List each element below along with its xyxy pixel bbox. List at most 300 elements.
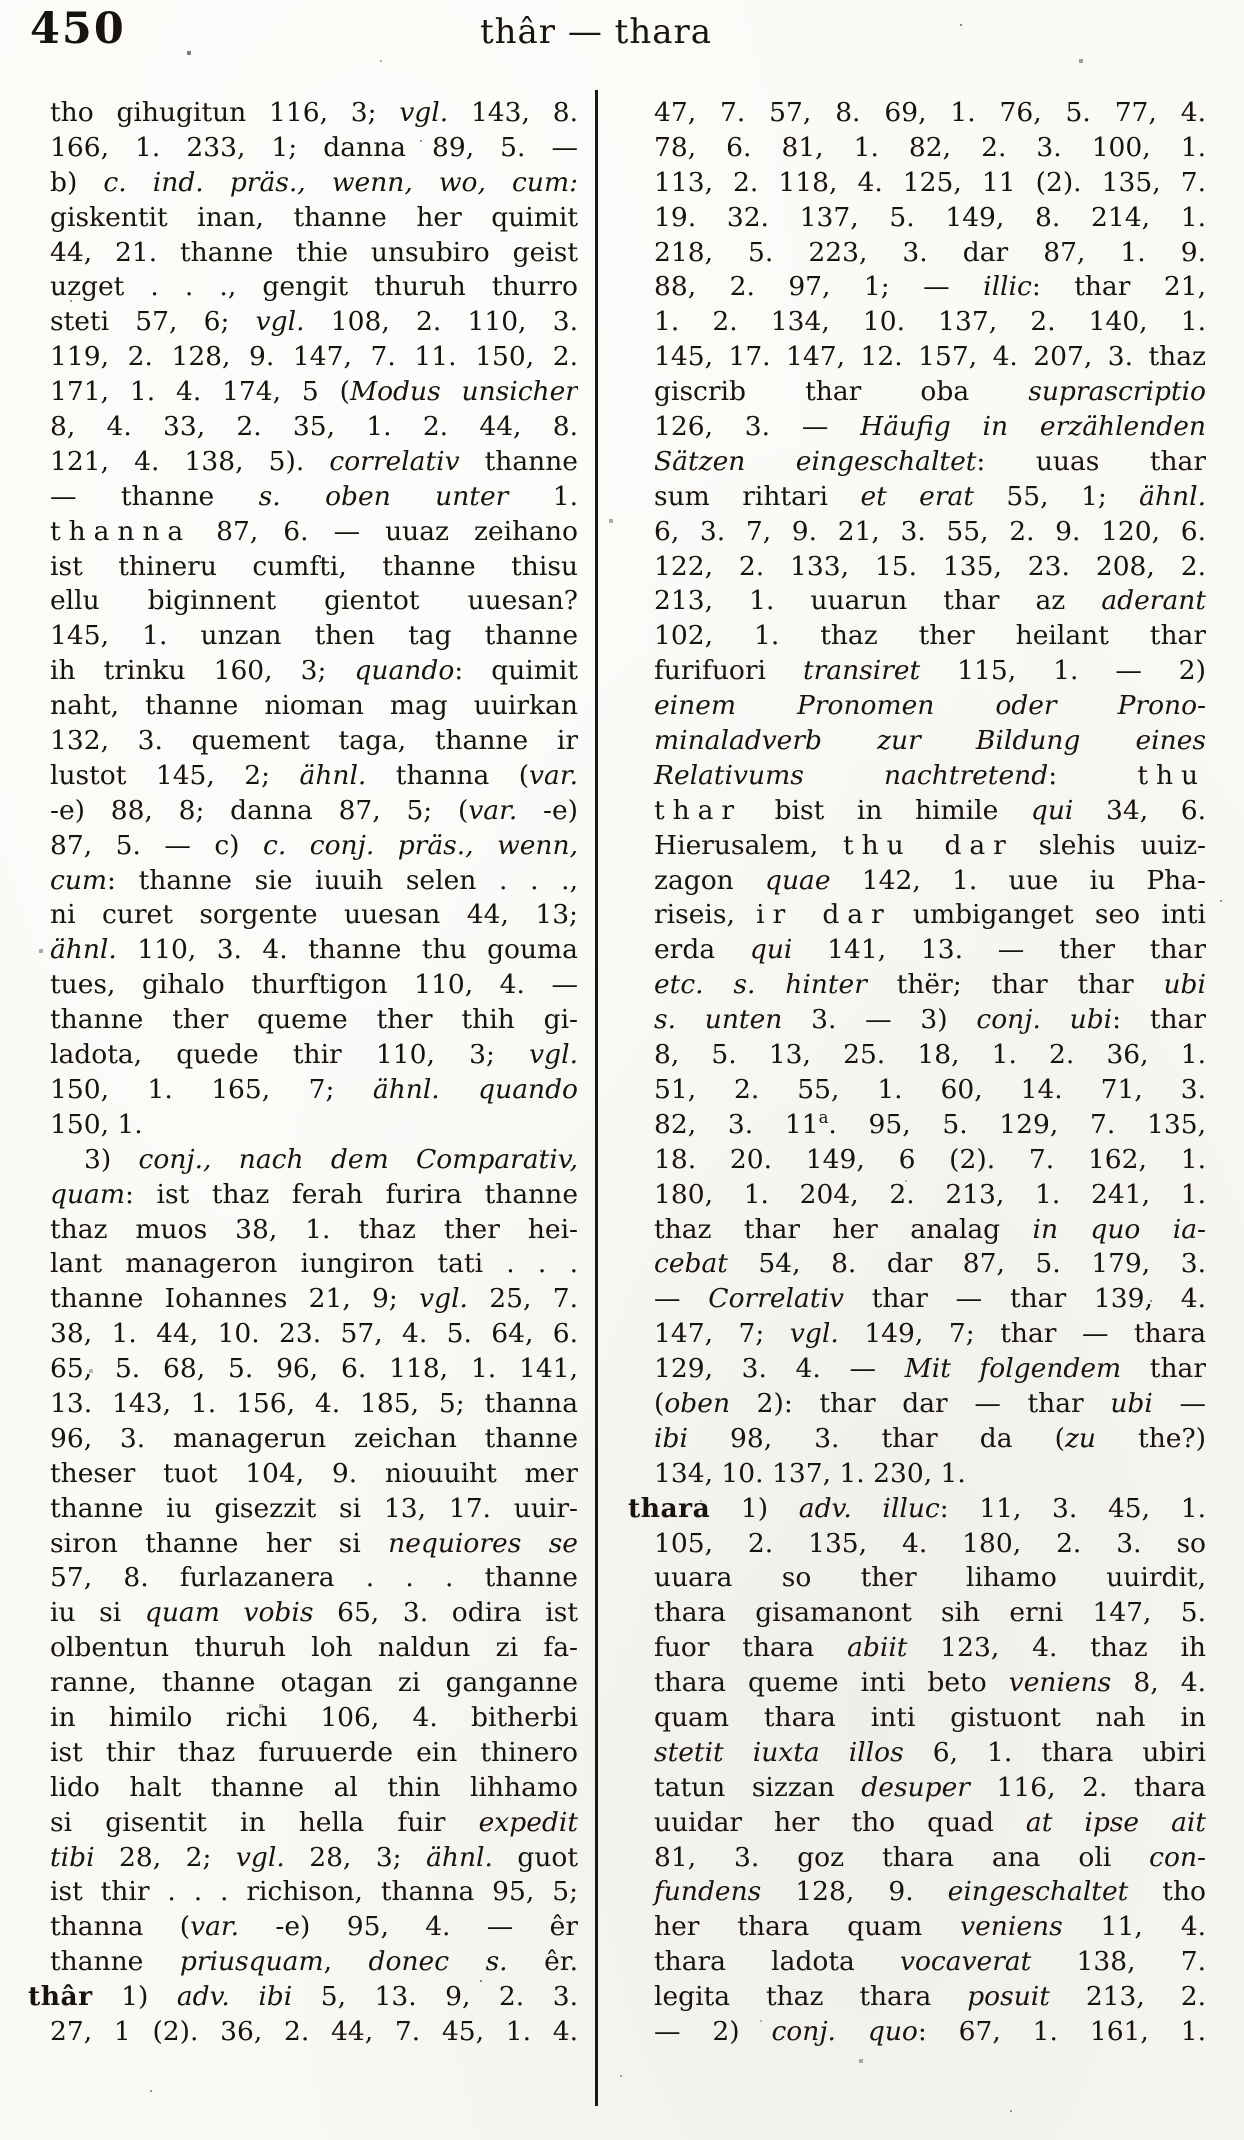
text-segment: tho	[1128, 1876, 1206, 1908]
text-segment: c. ind. präs., wenn, wo, cum:	[103, 166, 578, 198]
text-line	[28, 480, 578, 515]
text-segment: —	[1152, 1387, 1206, 1419]
text-line	[28, 1527, 578, 1562]
text-line	[28, 968, 578, 1003]
text-segment: Häufig in erzählenden	[860, 411, 1206, 443]
text-line	[628, 1422, 1206, 1457]
text-segment: tatun sizzan	[654, 1771, 862, 1803]
text-segment: uuara so ther lihamo uuirdit,	[654, 1562, 1206, 1594]
text-segment: ibi	[654, 1422, 688, 1454]
text-segment: 47, 7. 57, 8. 69, 1. 76, 5. 77, 4.	[654, 97, 1206, 128]
text-line	[628, 1317, 1206, 1352]
text-line	[28, 619, 578, 654]
text-line	[628, 96, 1206, 131]
text-segment: vgl.	[399, 97, 449, 128]
text-segment: conj., nach dem Comparativ,	[138, 1143, 578, 1175]
text-line	[628, 1073, 1206, 1108]
text-segment: thara ladota	[654, 1946, 900, 1978]
text-line	[628, 236, 1206, 271]
text-segment: in himilo richi 106, 4. bitherbi	[50, 1701, 578, 1733]
text-line	[28, 864, 578, 899]
text-line	[28, 1003, 578, 1038]
text-segment: b)	[50, 166, 104, 198]
text-segment: stetit iuxta illos	[654, 1736, 904, 1768]
text-line	[628, 1178, 1206, 1213]
text-line	[628, 445, 1206, 480]
text-segment: 138, 7.	[1031, 1946, 1206, 1978]
text-line	[628, 933, 1206, 968]
text-line	[28, 1631, 578, 1666]
text-segment: quam	[50, 1178, 125, 1210]
text-segment: 27, 1 (2). 36, 2. 44, 7. 45, 1. 4.	[50, 2015, 578, 2047]
text-segment: var.	[468, 794, 518, 826]
text-segment: : 11, 3. 45, 1.	[939, 1492, 1206, 1524]
text-segment: s. oben unter	[258, 480, 509, 512]
text-segment: 8, 4.	[1111, 1667, 1206, 1699]
text-line	[628, 759, 1206, 794]
text-line	[28, 689, 578, 724]
text-segment: guot	[492, 1841, 578, 1873]
text-segment: expedit	[478, 1806, 578, 1838]
text-segment: 171, 1. 4. 174, 5 (	[50, 376, 350, 408]
text-segment: 180, 1. 204, 2. 213, 1. 241, 1.	[654, 1178, 1206, 1210]
text-line	[628, 480, 1206, 515]
text-segment: var.	[529, 759, 578, 791]
text-segment: : thar	[1112, 1004, 1206, 1036]
text-segment: 18. 20. 149, 6 (2). 7. 162, 1.	[654, 1143, 1206, 1175]
text-line	[28, 340, 578, 375]
text-line	[628, 619, 1206, 654]
text-segment: 78, 6. 81, 1. 82, 2. 3. 100, 1.	[654, 131, 1206, 163]
text-line	[628, 1771, 1206, 1806]
text-segment: 5, 13. 9, 2. 3.	[292, 1981, 578, 2013]
text-segment: priusquam	[179, 1946, 324, 1978]
text-segment: 81, 3. goz thara ana oli	[654, 1841, 1150, 1873]
text-line	[28, 898, 578, 933]
text-line	[28, 1387, 578, 1422]
text-segment: ähnl.	[299, 759, 367, 791]
text-line	[28, 96, 578, 131]
text-segment: ist thir thaz furuuerde ein thinero	[50, 1736, 578, 1768]
text-segment: ubi	[1163, 969, 1206, 1001]
text-line	[628, 515, 1206, 550]
text-segment: thanne	[50, 1946, 180, 1978]
text-line	[628, 829, 1206, 864]
text-line	[628, 968, 1206, 1003]
text-segment: illic	[983, 271, 1032, 303]
text-line	[28, 1875, 578, 1910]
text-line	[28, 584, 578, 619]
text-line	[628, 1213, 1206, 1248]
text-segment: 8, 5. 13, 25. 18, 1. 2. 36, 1.	[654, 1039, 1206, 1071]
text-line	[628, 1875, 1206, 1910]
text-segment: sum rihtari	[654, 480, 861, 512]
text-line	[28, 166, 578, 201]
text-line	[28, 1666, 578, 1701]
text-segment: transiret	[802, 655, 921, 687]
text-line	[28, 1771, 578, 1806]
text-line	[28, 1561, 578, 1596]
text-segment: 25, 7.	[467, 1283, 578, 1315]
text-segment: 119, 2. 128, 9. 147, 7. 11. 150, 2.	[50, 341, 578, 373]
entry-headword: thara	[628, 1492, 711, 1524]
text-line	[628, 1527, 1206, 1562]
text-segment: 34, 6.	[1073, 794, 1206, 826]
text-segment: : thar 21,	[1031, 271, 1206, 303]
text-segment: veniens	[960, 1911, 1063, 1943]
text-line	[628, 1980, 1206, 2015]
text-segment: vgl.	[235, 1841, 285, 1873]
text-segment: ist thir . . . richison, thanna 95, 5;	[50, 1876, 578, 1908]
text-line	[28, 445, 578, 480]
text-segment: 3. — 3)	[782, 1004, 977, 1036]
text-segment: thu	[1137, 759, 1206, 791]
text-segment: fundens	[654, 1876, 762, 1908]
text-line	[28, 1736, 578, 1771]
text-segment: umbiganget seo inti	[891, 899, 1206, 931]
text-segment: tues, gihalo thurftigon 110, 4. —	[50, 969, 578, 1001]
text-line	[628, 1143, 1206, 1178]
text-line	[628, 340, 1206, 375]
text-segment: 1)	[92, 1981, 177, 2013]
text-line	[28, 410, 578, 445]
text-segment: slehis uuiz-	[1013, 829, 1206, 861]
text-line	[628, 584, 1206, 619]
text-line	[628, 1352, 1206, 1387]
text-segment: 108, 2. 110, 3.	[304, 306, 578, 338]
text-line	[628, 550, 1206, 585]
text-segment: desuper	[861, 1771, 970, 1803]
text-segment: 218, 5. 223, 3. dar 87, 1. 9.	[654, 236, 1206, 268]
text-segment: thanna	[50, 515, 192, 547]
text-segment: in quo ia-	[1032, 1213, 1206, 1245]
text-segment: 102, 1. thaz ther heilant thar	[654, 620, 1206, 652]
text-segment: 28, 2;	[94, 1841, 236, 1873]
text-segment: ähnl. quando	[372, 1073, 578, 1105]
text-line	[628, 2015, 1206, 2050]
text-line	[28, 1701, 578, 1736]
text-segment: thu dar	[843, 829, 1014, 861]
text-segment: Modus unsicher	[349, 376, 578, 408]
text-segment: veniens	[1008, 1667, 1112, 1699]
text-line	[628, 1666, 1206, 1701]
text-segment: 129, 3. 4. —	[654, 1353, 905, 1385]
left-column	[28, 96, 578, 2050]
text-segment: 150, 1.	[50, 1108, 143, 1140]
text-segment: — 2)	[654, 2015, 772, 2047]
text-line	[28, 1178, 578, 1213]
text-segment: 8, 4. 33, 2. 35, 1. 2. 44, 8.	[50, 411, 578, 443]
text-segment: —	[654, 1283, 709, 1315]
text-line	[628, 898, 1206, 933]
text-segment: posuit	[967, 1981, 1050, 2013]
text-line	[28, 1282, 578, 1317]
text-segment: ladota, quede thir 110, 3;	[50, 1039, 530, 1071]
text-segment: thër; thar thar	[866, 969, 1164, 1001]
text-segment: thara queme inti beto	[654, 1667, 1009, 1699]
text-segment: lido halt thanne al thin lihhamo	[50, 1771, 578, 1803]
text-segment: vgl.	[789, 1318, 839, 1350]
text-line	[628, 270, 1206, 305]
text-segment: ih trinku 160, 3;	[50, 655, 355, 687]
text-segment: tibi	[50, 1841, 95, 1873]
text-segment: 65, 5. 68, 5. 96, 6. 118, 1. 141,	[50, 1353, 578, 1385]
text-segment: : thanne sie iuuih selen . . .,	[107, 864, 578, 896]
text-segment: ,	[323, 1946, 369, 1978]
text-segment: correlativ	[329, 445, 460, 477]
text-segment: ubi	[1110, 1387, 1153, 1419]
text-line	[628, 794, 1206, 829]
column-divider	[595, 90, 598, 2106]
text-segment: si gisentit in hella fuir	[50, 1806, 479, 1838]
text-segment: 105, 2. 135, 4. 180, 2. 3. so	[654, 1527, 1206, 1559]
text-segment: :	[1048, 759, 1138, 791]
text-segment: thanne Iohannes 21, 9;	[50, 1283, 420, 1315]
text-segment: 115, 1. — 2)	[920, 655, 1206, 687]
text-segment: lant manageron iungiron tati . . .	[50, 1248, 578, 1280]
text-segment: zagon	[654, 864, 765, 896]
text-line	[28, 1352, 578, 1387]
text-segment: einem Pronomen oder Prono-	[654, 690, 1206, 722]
text-line	[28, 1073, 578, 1108]
text-segment: 28, 3;	[284, 1841, 427, 1873]
text-segment: 116, 2. thara	[969, 1771, 1206, 1803]
text-segment: quando	[354, 655, 455, 687]
text-segment: adv. illuc	[798, 1492, 940, 1524]
text-segment: thanne ther queme ther thih gi-	[50, 1004, 578, 1036]
text-segment: Correlativ	[708, 1283, 844, 1315]
text-segment: 96, 3. managerun zeichan thanne	[50, 1422, 578, 1454]
text-line	[628, 1736, 1206, 1771]
text-segment: 38, 1. 44, 10. 23. 57, 4. 5. 64, 6.	[50, 1318, 578, 1350]
text-line	[28, 1038, 578, 1073]
text-segment: 3)	[84, 1143, 139, 1175]
text-segment: ir dar	[756, 899, 892, 931]
text-line	[628, 375, 1206, 410]
text-segment: thanne iu gisezzit si 13, 17. uuir-	[50, 1492, 578, 1524]
text-segment: tho gihugitun 116, 3;	[50, 97, 400, 128]
text-line	[28, 794, 578, 829]
text-line	[28, 1213, 578, 1248]
text-segment: 1)	[710, 1492, 799, 1524]
text-segment: lustot 145, 2;	[50, 759, 300, 791]
text-line	[628, 1457, 1206, 1492]
text-segment: the?)	[1095, 1422, 1206, 1454]
text-segment: vgl.	[255, 306, 305, 338]
text-segment: quam vobis	[144, 1597, 314, 1629]
text-segment: 121, 4. 138, 5).	[50, 445, 330, 477]
text-segment: 13. 143, 1. 156, 4. 185, 5; thanna	[50, 1387, 578, 1419]
text-line	[28, 1806, 578, 1841]
text-line	[28, 724, 578, 759]
text-segment: 213, 2.	[1049, 1981, 1206, 2013]
text-segment: 147, 7;	[654, 1318, 790, 1350]
text-line	[28, 933, 578, 968]
text-segment: ist thineru cumfti, thanne thisu	[50, 550, 578, 582]
text-segment: 51, 2. 55, 1. 60, 14. 71, 3.	[654, 1073, 1206, 1105]
text-line	[28, 270, 578, 305]
text-segment: 65, 3. odira ist	[313, 1597, 578, 1629]
text-segment: aderant	[1101, 585, 1206, 617]
text-segment: nequiores se	[388, 1527, 578, 1559]
text-line	[28, 1247, 578, 1282]
text-segment: 87, 5. — c)	[50, 829, 263, 861]
text-segment: (	[654, 1387, 665, 1419]
text-segment: uzget . . ., gengit thuruh thurro	[50, 271, 578, 303]
text-segment: conj. quo	[771, 2015, 918, 2047]
text-segment: quam thara inti gistuont nah in	[654, 1701, 1206, 1733]
text-segment: naht, thanne nioman mag uuirkan	[50, 690, 578, 722]
text-line	[28, 375, 578, 410]
text-segment: legita thaz thara	[654, 1981, 968, 2013]
text-segment: minaladverb zur Bildung eines	[654, 725, 1206, 757]
text-segment: theser tuot 104, 9. niouuiht mer	[50, 1457, 578, 1489]
text-segment: abiit	[847, 1632, 908, 1664]
text-line	[628, 201, 1206, 236]
text-segment: ranne, thanne otagan zi ganganne	[50, 1667, 578, 1699]
text-segment: 2): thar dar — thar	[730, 1387, 1111, 1419]
text-segment: 145, 17. 147, 12. 157, 4. 207, 3. thaz	[654, 341, 1206, 373]
text-line	[628, 1003, 1206, 1038]
text-segment: 57, 8. furlazanera . . . thanne	[50, 1562, 578, 1594]
text-line	[28, 236, 578, 271]
text-segment: 134, 10. 137, 1. 230, 1.	[654, 1457, 966, 1489]
text-line	[628, 1108, 1206, 1143]
text-segment: erda	[654, 934, 750, 966]
text-segment: Mit folgendem	[904, 1353, 1122, 1385]
text-segment: thanne	[459, 445, 578, 477]
text-segment: c. conj. präs., wenn,	[263, 829, 578, 861]
text-segment: thara gisamanont sih erni 147, 5.	[654, 1597, 1206, 1629]
text-segment: Hierusalem,	[654, 829, 844, 861]
text-segment: Relativums nachtretend	[654, 759, 1049, 791]
text-segment: 6, 1. thara ubiri	[903, 1736, 1206, 1768]
running-title: thâr — thara	[479, 12, 713, 52]
text-segment: 54, 8. dar 87, 5. 179, 3.	[727, 1248, 1206, 1280]
text-segment: 1.	[508, 480, 578, 512]
text-segment: suprascriptio	[1028, 376, 1206, 408]
text-segment: -e) 88, 8; danna 87, 5; (	[50, 794, 469, 826]
text-segment: var.	[190, 1911, 240, 1943]
text-segment: zu	[1064, 1422, 1096, 1454]
text-segment: riseis,	[654, 899, 757, 931]
text-line	[628, 1701, 1206, 1736]
text-line	[28, 1980, 578, 2015]
text-segment: at ipse ait	[1025, 1806, 1206, 1838]
text-segment: qui	[1030, 794, 1074, 826]
text-line	[28, 1317, 578, 1352]
text-segment: 132, 3. quement taga, thanne ir	[50, 725, 578, 757]
text-segment: 88, 2. 97, 1; —	[654, 271, 984, 303]
text-line	[628, 689, 1206, 724]
text-line	[628, 1247, 1206, 1282]
text-segment: 142, 1. uue iu Pha-	[830, 864, 1206, 896]
text-segment: cebat	[654, 1248, 728, 1280]
text-segment: 87, 6. — uuaz zeihano	[191, 515, 578, 547]
text-segment: et erat	[860, 480, 974, 512]
text-segment: : ist thaz ferah furira thanne	[124, 1178, 578, 1210]
scan-noise	[0, 0, 2, 2]
text-segment: iu si	[50, 1597, 145, 1629]
text-segment: a	[818, 1108, 829, 1127]
text-line	[28, 2015, 578, 2050]
text-segment: 55, 1;	[973, 480, 1140, 512]
text-segment: 126, 3. —	[654, 411, 861, 443]
text-segment: thar	[1121, 1353, 1206, 1385]
text-segment: 113, 2. 118, 4. 125, 11 (2). 135, 7.	[654, 166, 1206, 198]
text-segment: 98, 3. thar da (	[687, 1422, 1065, 1454]
text-segment: siron thanne her si	[50, 1527, 389, 1559]
text-segment: vgl.	[529, 1039, 578, 1071]
text-segment: furifuori	[654, 655, 803, 687]
text-segment: adv. ibi	[176, 1981, 293, 2013]
text-segment: qui	[749, 934, 793, 966]
text-line	[28, 131, 578, 166]
text-line	[28, 1841, 578, 1876]
text-segment: s. unten	[654, 1004, 783, 1036]
text-line	[628, 1387, 1206, 1422]
text-segment: 149, 7; thar — thara	[838, 1318, 1206, 1350]
text-segment: eingeschaltet	[947, 1876, 1129, 1908]
text-segment: bist in himile	[741, 794, 1031, 826]
text-segment: 82, 3. 11	[654, 1108, 819, 1140]
text-segment: -e)	[517, 794, 578, 826]
text-line	[628, 1631, 1206, 1666]
text-segment: . 95, 5. 129, 7. 135,	[828, 1108, 1206, 1140]
text-segment: 44, 21. thanne thie unsubiro geist	[50, 236, 578, 268]
text-line	[628, 654, 1206, 689]
text-segment: ähnl.	[1139, 480, 1206, 512]
text-segment: 145, 1. unzan then tag thanne	[50, 620, 578, 652]
text-segment: her thara quam	[654, 1911, 961, 1943]
text-line	[628, 1910, 1206, 1945]
text-segment: 1. 2. 134, 10. 137, 2. 140, 1.	[654, 306, 1206, 338]
text-line	[28, 654, 578, 689]
text-segment: cum	[50, 864, 108, 896]
text-segment: uuidar her tho quad	[654, 1806, 1026, 1838]
text-segment: : quimit	[454, 655, 578, 687]
text-segment: ni curet sorgente uuesan 44, 13;	[50, 899, 578, 931]
text-segment: con-	[1149, 1841, 1206, 1873]
text-line	[628, 1841, 1206, 1876]
text-line	[628, 1038, 1206, 1073]
text-line	[28, 201, 578, 236]
text-line	[28, 1492, 578, 1527]
right-column	[628, 96, 1206, 2050]
text-segment: 150, 1. 165, 7;	[50, 1073, 373, 1105]
text-line	[628, 1596, 1206, 1631]
text-segment: thar	[654, 794, 742, 826]
text-line	[628, 410, 1206, 445]
text-segment: ellu biginnent gientot uuesan?	[50, 585, 578, 617]
text-segment: 213, 1. uuarun thar az	[654, 585, 1102, 617]
text-line	[28, 1457, 578, 1492]
text-segment: 6, 3. 7, 9. 21, 3. 55, 2. 9. 120, 6.	[654, 515, 1206, 547]
text-line	[28, 1910, 578, 1945]
text-line	[628, 1492, 1206, 1527]
text-line	[28, 1422, 578, 1457]
text-line	[628, 724, 1206, 759]
text-line	[628, 131, 1206, 166]
text-segment: 11, 4.	[1062, 1911, 1206, 1943]
text-segment: thar — thar 139, 4.	[843, 1283, 1206, 1315]
page-number: 450	[30, 4, 126, 54]
text-segment: 123, 4. thaz ih	[907, 1632, 1206, 1664]
text-segment: giskentit inan, thanne her quimit	[50, 201, 578, 233]
text-line	[28, 759, 578, 794]
text-segment: thaz thar her analag	[654, 1213, 1033, 1245]
text-segment: — thanne	[50, 480, 259, 512]
